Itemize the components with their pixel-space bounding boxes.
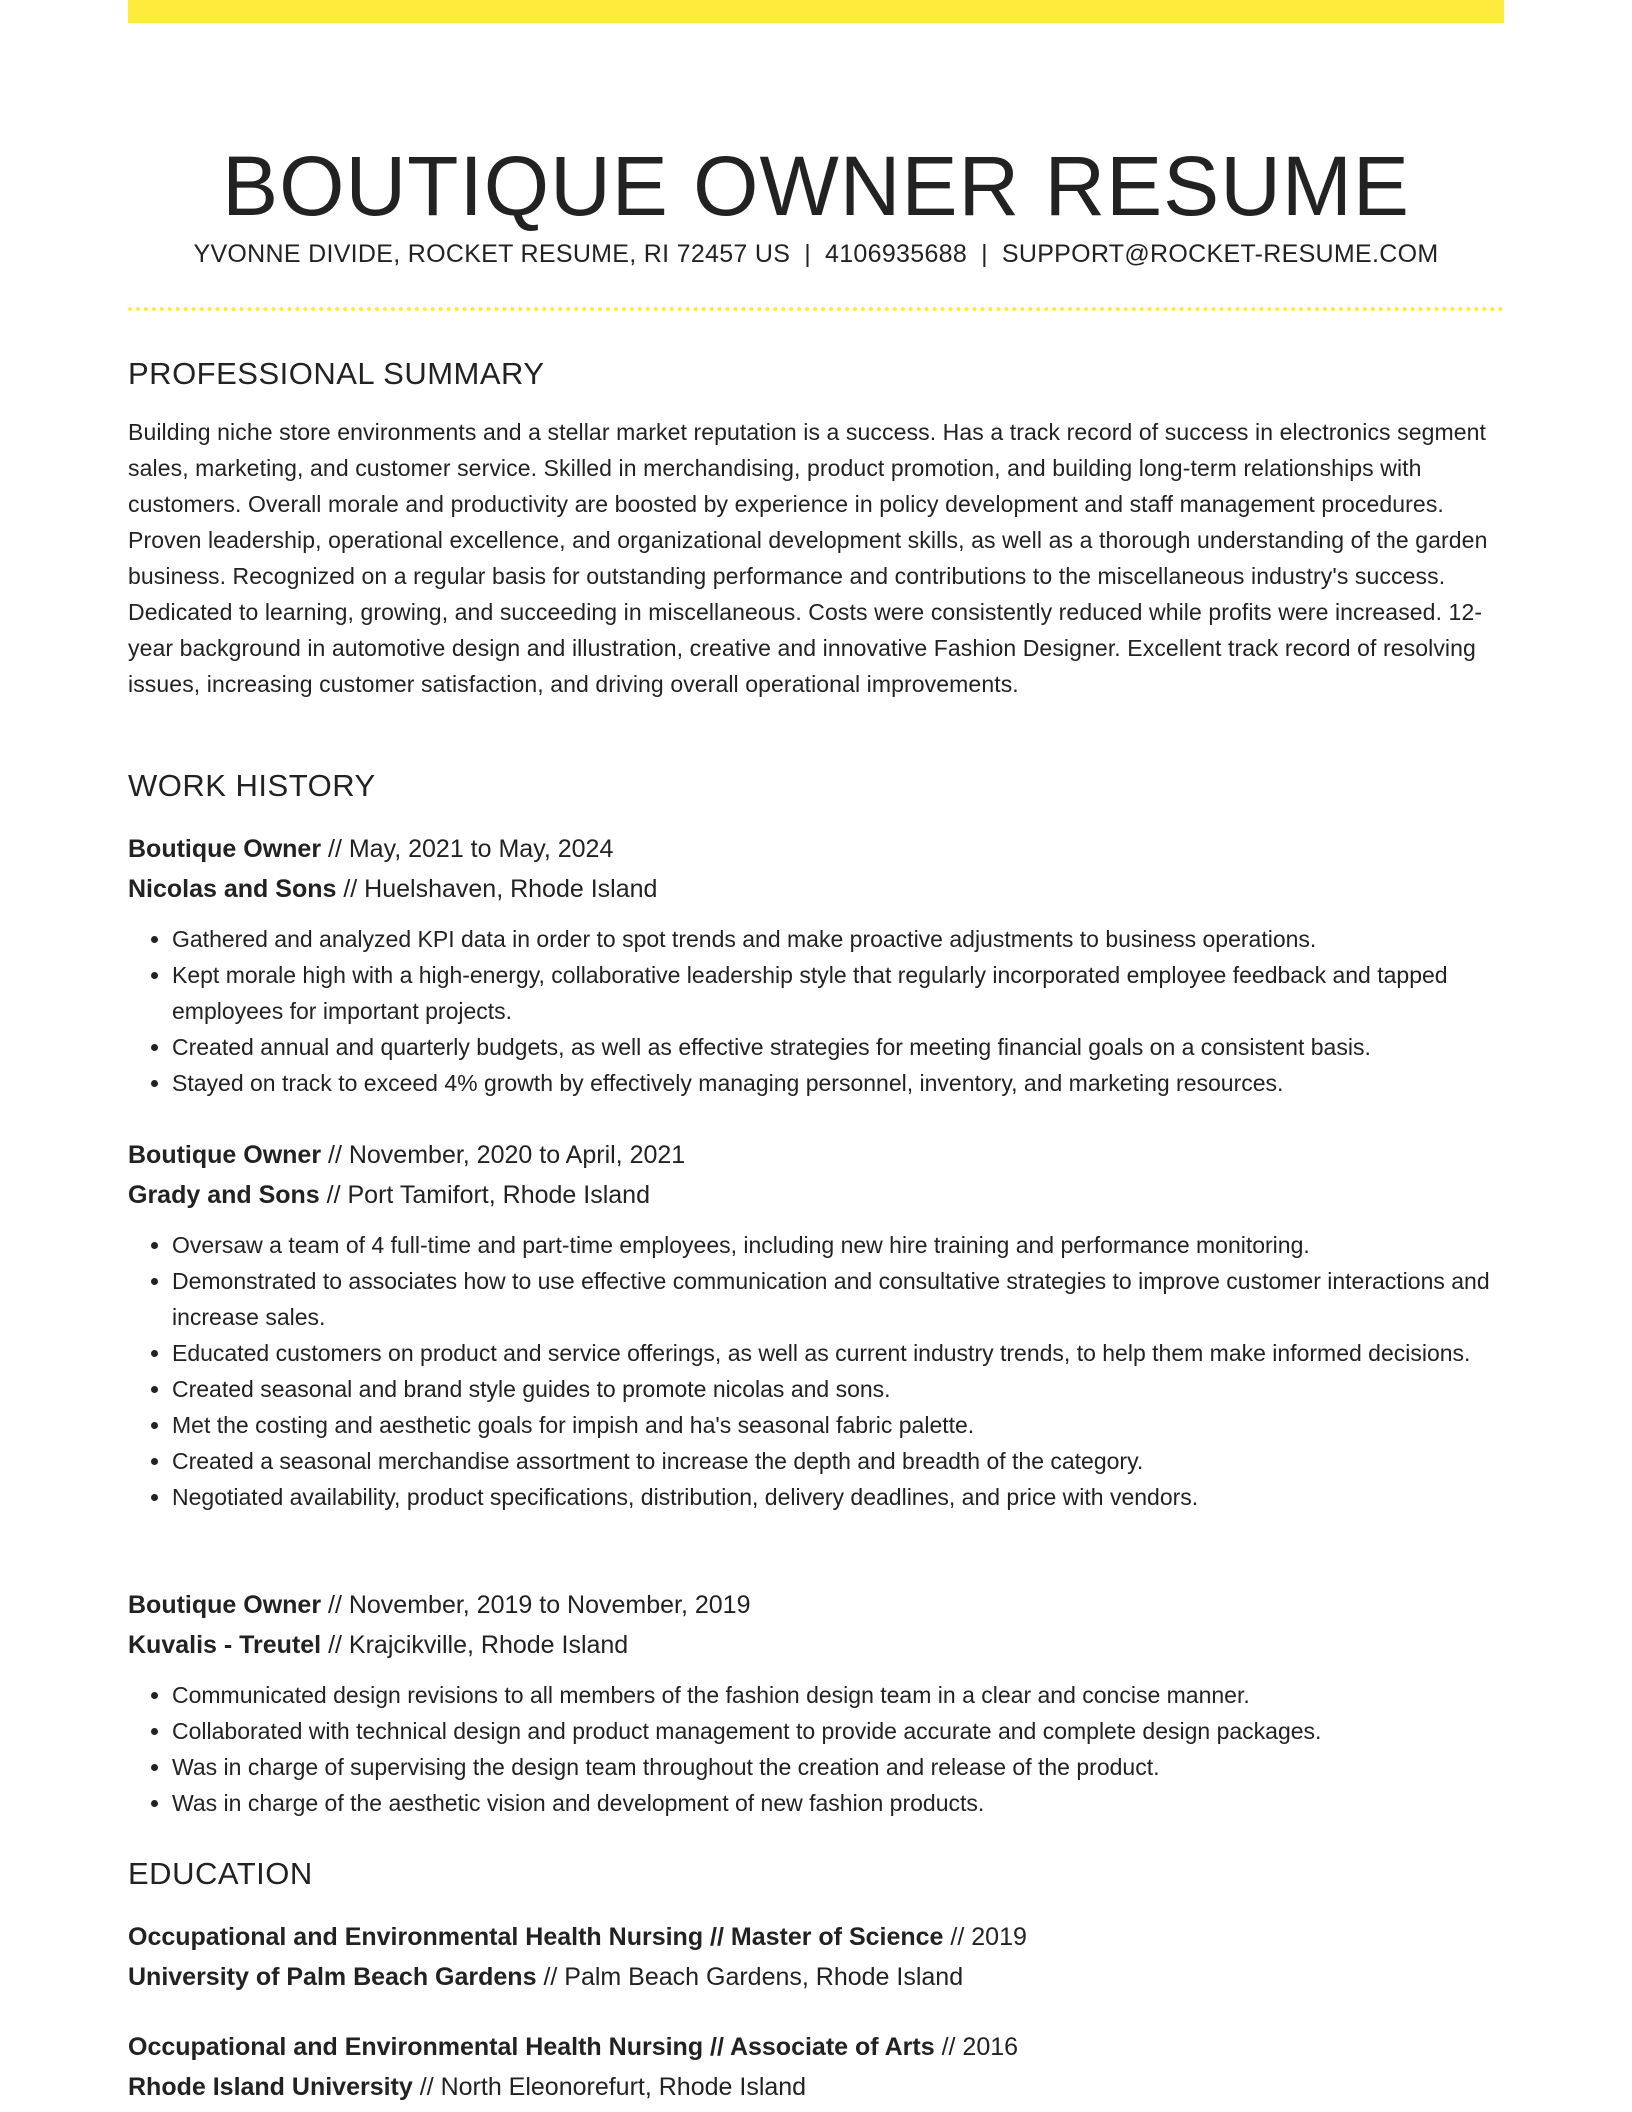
job-bullet: • Gathered and analyzed KPI data in order to spot trends and make proactive adjustments to business operations. [172, 921, 1504, 957]
job-entry [128, 829, 1504, 1101]
job-bullet: • Oversaw a team of 4 full-time and part-time employees, including new hire training and performance monitoring. [172, 1227, 1504, 1263]
job-title-line [128, 1135, 1504, 1175]
job-title: Boutique Owner [128, 1591, 322, 1619]
job-dates: // November, 2020 to April, 2021 [328, 1141, 686, 1169]
dotted-divider [128, 307, 1504, 311]
job-company: Kuvalis - Treutel [128, 1631, 322, 1659]
job-bullet: • Met the costing and aesthetic goals for impish and ha's seasonal fabric palette. [172, 1407, 1504, 1443]
education-year: // 2019 [950, 1923, 1027, 1951]
job-bullet: • Created seasonal and brand style guides to promote nicolas and sons. [172, 1371, 1504, 1407]
job-title: Boutique Owner [128, 835, 322, 863]
contact-email: SUPPORT@ROCKET-RESUME.COM [1001, 240, 1439, 268]
job-bullet: • Negotiated availability, product specifications, distribution, delivery deadlines, and price with vendors. [172, 1479, 1504, 1515]
job-location: // Huelshaven, Rhode Island [343, 875, 658, 903]
job-bullet: • Created a seasonal merchandise assortment to increase the depth and breadth of the category. [172, 1443, 1504, 1479]
work-history-heading: WORK HISTORY [128, 768, 376, 803]
summary-text: Building niche store environments and a stellar market reputation is a success. Has a track record of success in electronics segment sales, marketing, and customer service. Skilled in merchandising, product promotion, and building long-term relationships with customers. Overall morale and productivity are boosted by experience in policy development and staff management procedures. Proven leadership, operational excellence, and organizational development skills, as well as a thorough understanding of the garden business. Recognized on a regular basis for outstanding performance and contributions to the miscellaneous industry's success. Dedicated to learning, growing, and succeeding in miscellaneous. Costs were consistently reduced while profits were increased. 12-year background in automotive design and illustration, creative and innovative Fashion Designer. Excellent track record of resolving issues, increasing customer satisfaction, and driving overall operational improvements. [128, 419, 1488, 697]
contact-separator: | [804, 240, 812, 268]
job-title: Boutique Owner [128, 1141, 322, 1169]
education-heading: EDUCATION [128, 1856, 313, 1891]
education-year: // 2016 [941, 2033, 1019, 2061]
job-bullet: • Communicated design revisions to all members of the fashion design team in a clear and concise manner. [172, 1677, 1504, 1713]
job-entry [128, 1585, 1504, 1821]
job-company-line [128, 869, 1504, 909]
contact-separator: | [981, 240, 988, 268]
job-bullets [128, 921, 1504, 1101]
education-degree: Occupational and Environmental Health Nursing // Associate of Arts [128, 2033, 935, 2061]
job-title-line [128, 1585, 1504, 1625]
page-title: BOUTIQUE OWNER RESUME [222, 139, 1410, 234]
education-school: Rhode Island University [128, 2073, 413, 2101]
summary-heading: PROFESSIONAL SUMMARY [128, 356, 545, 391]
job-bullet: • Demonstrated to associates how to use effective communication and consultative strategies to improve customer interactions and increase sales. [172, 1263, 1504, 1335]
job-entry [128, 1135, 1504, 1515]
job-location: // Krajcikville, Rhode Island [328, 1631, 629, 1659]
education-degree-line [128, 2027, 1504, 2067]
job-title-line [128, 829, 1504, 869]
job-bullet: • Was in charge of supervising the design team throughout the creation and release of the product. [172, 1749, 1504, 1785]
job-company-line [128, 1625, 1504, 1665]
education-location: // Palm Beach Gardens, Rhode Island [543, 1963, 964, 1991]
job-bullet: • Kept morale high with a high-energy, collaborative leadership style that regularly incorporated employee feedback and tapped employees for important projects. [172, 957, 1504, 1029]
contact-line [128, 236, 1504, 272]
contact-phone: 4106935688 [825, 240, 968, 268]
education-school-line [128, 2067, 1504, 2107]
job-bullets [128, 1677, 1504, 1821]
contact-address: YVONNE DIVIDE, ROCKET RESUME, RI 72457 US [193, 240, 791, 268]
job-bullets [128, 1227, 1504, 1515]
job-bullet: • Educated customers on product and service offerings, as well as current industry trends, to help them make informed decisions. [172, 1335, 1504, 1371]
job-company: Nicolas and Sons [128, 875, 337, 903]
job-company: Grady and Sons [128, 1181, 320, 1209]
education-entry [128, 2027, 1504, 2107]
job-company-line [128, 1175, 1504, 1215]
job-bullet: • Stayed on track to exceed 4% growth by effectively managing personnel, inventory, and marketing resources. [172, 1065, 1504, 1101]
job-bullet: • Created annual and quarterly budgets, as well as effective strategies for meeting financial goals on a consistent basis. [172, 1029, 1504, 1065]
education-location: // North Eleonorefurt, Rhode Island [419, 2073, 807, 2101]
education-school: University of Palm Beach Gardens [128, 1963, 537, 1991]
job-bullet: • Collaborated with technical design and product management to provide accurate and complete design packages. [172, 1713, 1504, 1749]
job-location: // Port Tamifort, Rhode Island [326, 1181, 650, 1209]
education-degree-line [128, 1917, 1504, 1957]
education-degree: Occupational and Environmental Health Nursing // Master of Science [128, 1923, 944, 1951]
job-dates: // May, 2021 to May, 2024 [328, 835, 614, 863]
education-entry [128, 1917, 1504, 1997]
job-dates: // November, 2019 to November, 2019 [328, 1591, 751, 1619]
job-bullet: • Was in charge of the aesthetic vision and development of new fashion products. [172, 1785, 1504, 1821]
education-school-line [128, 1957, 1504, 1997]
top-accent-bar [128, 0, 1504, 23]
